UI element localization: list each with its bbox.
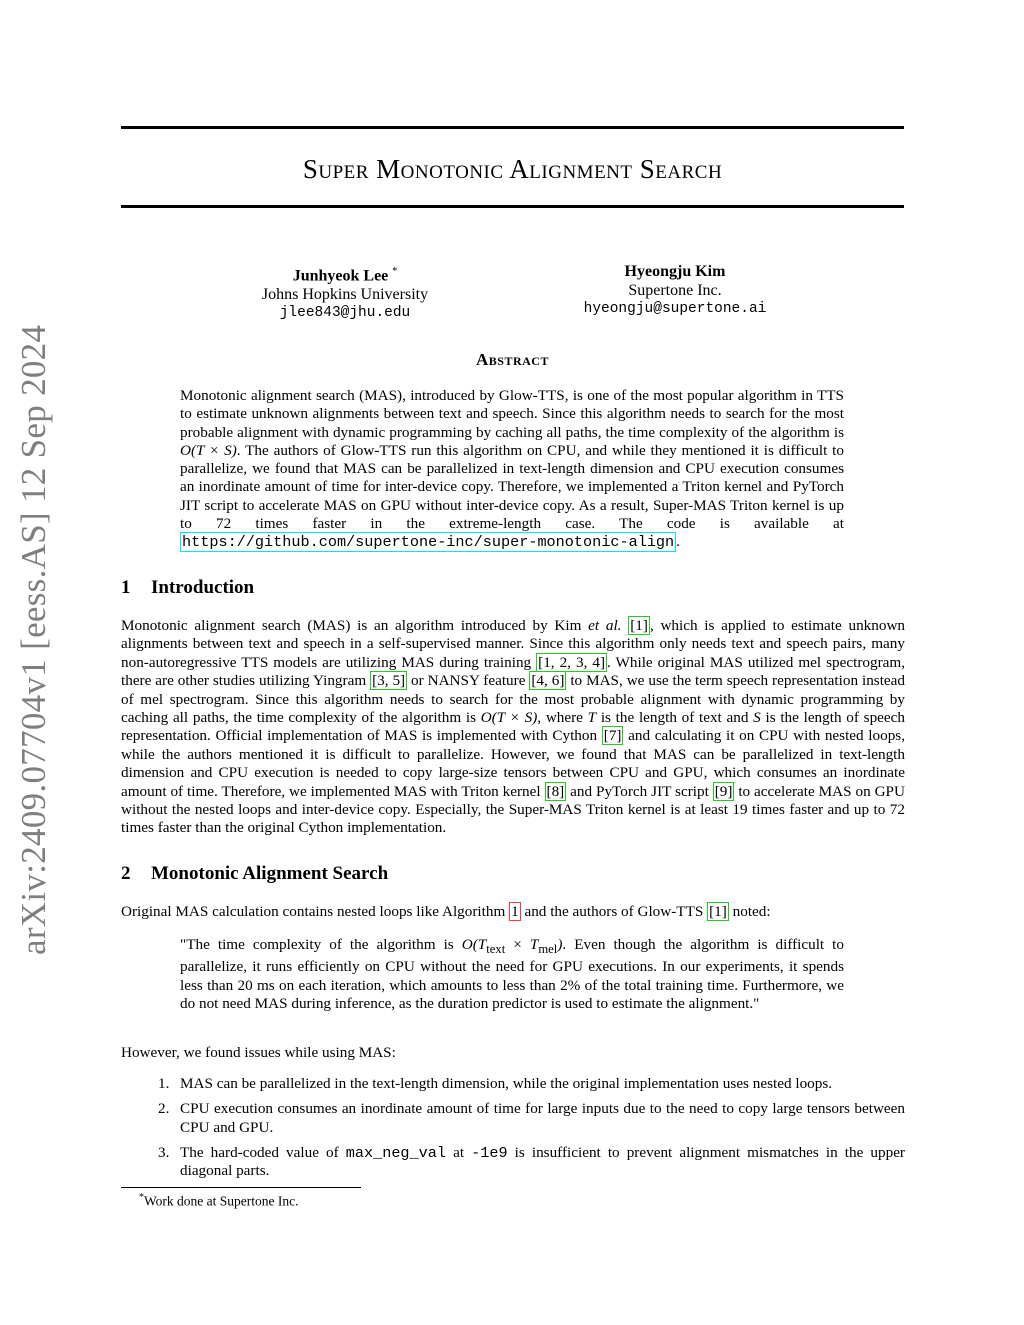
list-item-text: MAS can be parallelized in the text-length dimension, while the original implementation uses nested loops.: [180, 1075, 833, 1092]
paragraph-text: or NANSY feature: [407, 672, 530, 690]
list-number: 3.: [158, 1143, 170, 1161]
paragraph-text: and the authors of Glow-TTS: [520, 903, 708, 920]
math-subscript: text: [486, 942, 506, 957]
list-item: [121, 1075, 905, 1093]
citation-link[interactable]: [3, 5]: [372, 672, 406, 690]
citation-link[interactable]: [8]: [546, 782, 565, 800]
complexity-formula: O(T × S): [480, 709, 538, 727]
math-variable: T: [587, 709, 597, 727]
list-number: 1.: [158, 1075, 170, 1092]
math-variable: T: [477, 936, 487, 953]
paragraph-text: is the length of text and: [596, 709, 754, 727]
list-item-text: at: [446, 1143, 472, 1161]
author-block-2: [565, 262, 785, 319]
author-affiliation: Johns Hopkins University: [261, 286, 429, 304]
list-item-text: CPU execution consumes an inordinate amount of time for large inputs due to the need to copy large tensors between CPU and GPU.: [180, 1100, 905, 1136]
section-title: Monotonic Alignment Search: [151, 863, 389, 884]
citation-link[interactable]: [9]: [714, 782, 733, 800]
section-heading-introduction: [121, 577, 254, 599]
paragraph-text: to accelerate MAS on GPU without the nested loops and inter-device copy. Especially, the Super-MAS Triton kernel is at least 19 times faster and up to 72 times faster than the original Cython implementation.: [121, 782, 905, 837]
math-variable: S: [753, 709, 761, 727]
citation-link[interactable]: [1]: [630, 617, 648, 634]
paragraph-text: , where: [537, 709, 588, 727]
citation-link[interactable]: [4, 6]: [531, 672, 565, 690]
introduction-paragraph: [121, 617, 905, 838]
footnote-marker: *: [139, 1192, 144, 1203]
math-formula: ): [557, 936, 563, 953]
citation-link[interactable]: [1]: [709, 903, 727, 920]
quote-text: "The time complexity of the algorithm is: [180, 936, 462, 953]
footnote-text: Work done at Supertone Inc.: [144, 1193, 299, 1209]
section-number: 1: [121, 577, 131, 598]
mas-paragraph: [121, 903, 905, 921]
section-number: 2: [121, 863, 131, 884]
author-affiliation: Supertone Inc.: [628, 282, 722, 299]
paragraph-text: Original MAS calculation contains nested loops like Algorithm: [121, 903, 510, 920]
inline-code: max_neg_val: [345, 1143, 447, 1162]
math-subscript: mel: [538, 942, 558, 957]
section-title: Introduction: [151, 577, 255, 598]
paragraph-text: is the length of speech representation. Official implementation of MAS is implemented with Cython: [121, 709, 905, 745]
list-item: [121, 1144, 905, 1181]
complexity-formula: O(T × S): [180, 441, 237, 459]
list-item-text: The hard-coded value of: [180, 1143, 346, 1161]
algorithm-link[interactable]: 1: [511, 903, 519, 920]
abstract-text: .: [676, 533, 680, 551]
issues-list: [121, 1075, 905, 1187]
paragraph-text: Monotonic alignment search (MAS) is an algorithm introduced by Kim: [121, 617, 589, 634]
footnote: [139, 1192, 299, 1210]
abstract-body: [180, 387, 844, 552]
math-variable: T: [529, 936, 539, 953]
title-bottom-rule: [121, 205, 904, 208]
code-repo-link[interactable]: https://github.com/supertone-inc/super-monotonic-align: [182, 533, 675, 552]
title-top-rule: [121, 126, 904, 129]
list-item-text: is insufficient to prevent alignment mismatches in the upper diagonal parts.: [180, 1143, 905, 1180]
math-operator: ×: [505, 936, 530, 953]
list-item: [121, 1100, 905, 1137]
paragraph-text: . While original MAS utilized mel spectrogram, there are other studies utilizing Yingram: [121, 653, 906, 690]
paragraph-text: noted:: [728, 903, 771, 920]
paragraph-text: to MAS, we use the term speech representation instead of mel spectrogram. Since this algorithm needs to search for the most probable alignment with dynamic programming by caching all paths, the time complexity of the algorithm is: [121, 672, 905, 727]
math-formula: O(: [461, 936, 478, 953]
issues-intro-text: However, we found issues while using MAS:: [121, 1044, 396, 1061]
author-name: Hyeongju Kim: [624, 263, 726, 280]
paragraph-text: , which is applied to estimate unknown alignments between text and speech in a self-supervised manner. Since this algorithm only needs text and speech pairs, many non-autoregressive TTS models are utilizing MAS during training: [121, 617, 906, 671]
section-heading-mas: [121, 863, 388, 885]
block-quote: [180, 936, 844, 1013]
author-email: jlee843@jhu.edu: [279, 305, 411, 322]
citation-link[interactable]: [1, 2, 3, 4]: [538, 653, 606, 671]
citation-link[interactable]: [7]: [603, 727, 622, 745]
paragraph-text: et al.: [588, 617, 622, 634]
abstract-heading: Abstract: [476, 350, 549, 369]
paper-title: Super Monotonic Alignment Search: [302, 154, 723, 184]
inline-code: -1e9: [471, 1143, 508, 1162]
paragraph-text: and calculating it on CPU with nested loops, while the authors mentioned it is difficult to parallelize. However, we found that MAS can be parallelized in text-length dimension and CPU execution is needed to copy large-size tensors between CPU and GPU, which consumes an inordinate amount of time. Therefore, we implemented MAS with Triton kernel: [121, 727, 906, 800]
footnote-marker: *: [392, 266, 398, 277]
arxiv-identifier-stamp: arXiv:2409.07704v1 [eess.AS] 12 Sep 2024: [14, 324, 53, 955]
abstract-text: . The authors of Glow-TTS run this algorithm on CPU, and while they mentioned it is difficult to parallelize, we found that MAS can be parallelized in text-length dimension and CPU execution consumes an inordinate amount of time for inter-device copy. Therefore, we implemented a Triton kernel and PyTorch JIT script to accelerate MAS on GPU without inter-device copy. As a result, Super-MAS Triton kernel is up to 72 times faster in the extreme-length case. The code is available at: [180, 441, 844, 533]
abstract-text: Monotonic alignment search (MAS), introduced by Glow-TTS, is one of the most popular algorithm in TTS to estimate unknown alignments between text and speech. Since this algorithm needs to search for the most probable alignment with dynamic programming by caching all paths, the time complexity of the algorithm is: [180, 387, 844, 441]
list-number: 2.: [158, 1100, 170, 1118]
paragraph-text: and PyTorch JIT script: [566, 782, 713, 800]
footnote-rule: [121, 1187, 361, 1188]
author-name: Junhyeok Lee: [292, 267, 389, 285]
author-block-1: [235, 262, 455, 323]
quote-text: . Even though the algorithm is difficult to parallelize, it runs efficiently on CPU without the need for GPU executions. In our experiments, it spends less than 20 ms on each iteration, which amounts to less than 2% of the total training time. Furthermore, we do not need MAS during inference, as the duration predictor is used to estimate the alignment.": [180, 936, 844, 1012]
author-email: hyeongju@supertone.ai: [583, 301, 767, 317]
